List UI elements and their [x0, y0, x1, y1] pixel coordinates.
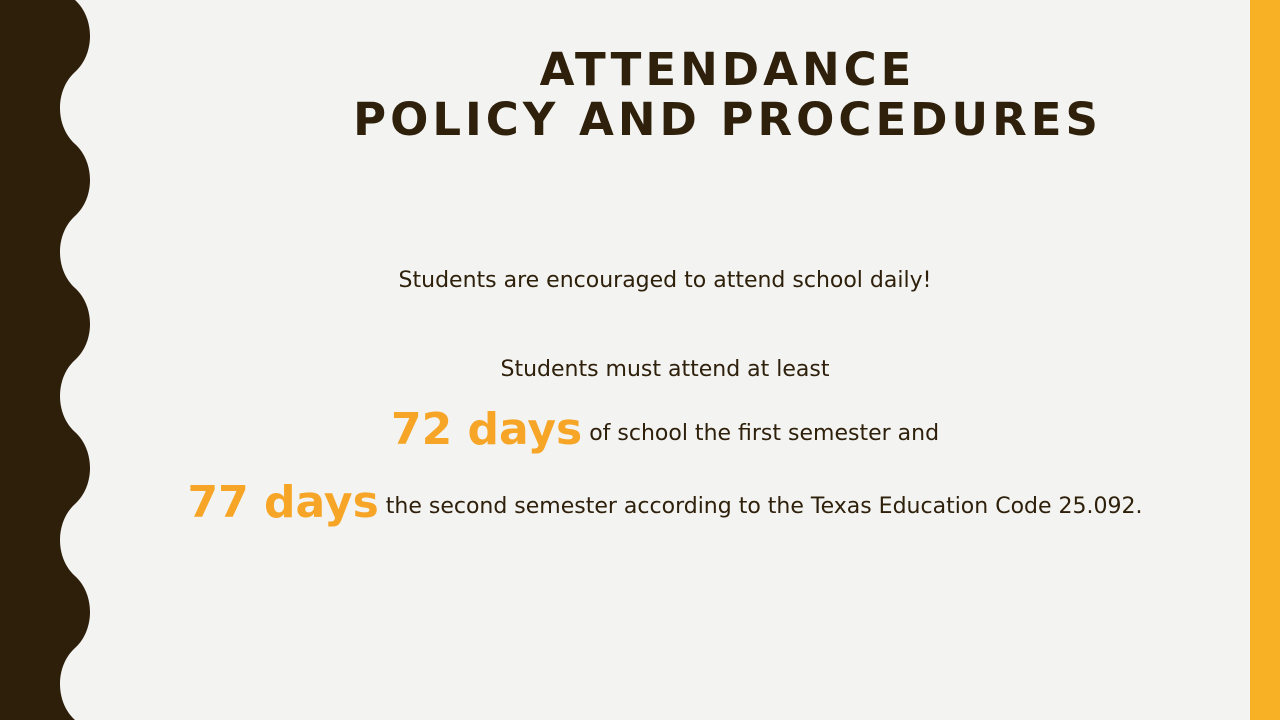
highlight-72-days: 72 days: [390, 404, 583, 455]
slide-title-line2: POLICY AND PROCEDURES: [353, 93, 1102, 146]
first-semester-text: of school the first semester and: [582, 421, 940, 446]
body-line-must-attend: Students must attend at least: [500, 357, 830, 382]
slide-title-line1: ATTENDANCE: [539, 43, 916, 96]
body-line-encouraged: Students are encouraged to attend school daily!: [398, 268, 932, 293]
highlight-77-days: 77 days: [187, 477, 379, 528]
second-semester-text: the second semester according to the Texas Education Code 25.092.: [378, 494, 1143, 519]
body-line-second-semester: [80, 477, 1250, 528]
body-line-first-semester: [80, 404, 1250, 455]
